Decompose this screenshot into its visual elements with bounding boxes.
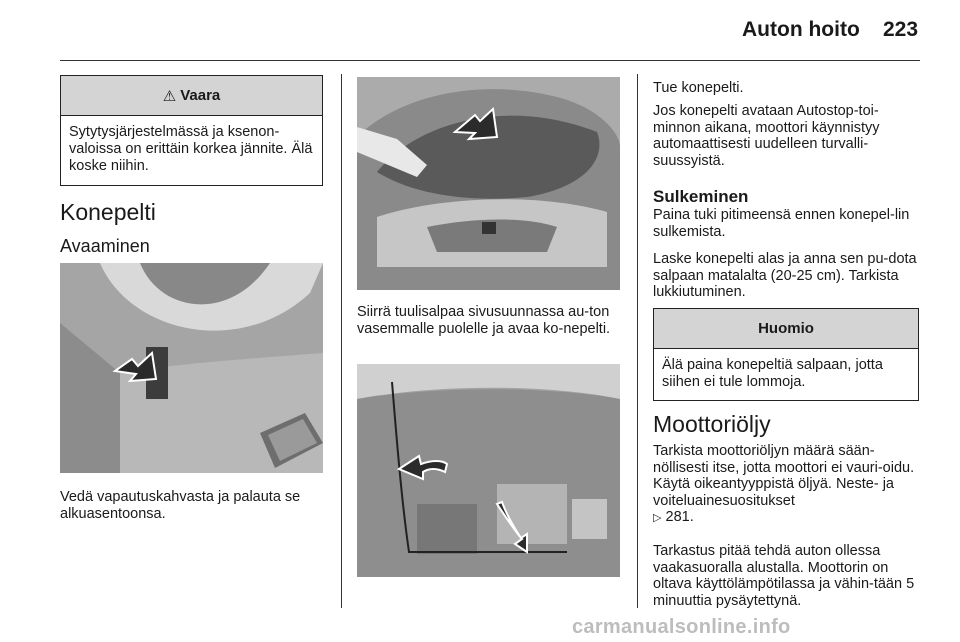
engine-bay-figure: [357, 364, 620, 577]
paragraph-oil-conditions: Tarkastus pitää tehdä auton ollessa vaakasuoralla alustalla. Moottorin on oltava käyttölämpötilassa ja vähin-tään 5 minuuttia pysäytettynä.: [653, 543, 915, 609]
paragraph-oil-check-text: Tarkista moottoriöljyn määrä sään-nöllisesti itse, jotta moottori ei vauri-oidu. Käytä oikeantyyppistä öljyä. Neste- ja voiteluainesuositukset: [653, 443, 915, 509]
page-number: 223: [883, 18, 919, 41]
column-divider-2: [637, 74, 638, 608]
warning-text: Sytytysjärjestelmässä ja ksenon-valoissa on erittäin korkea jännite. Älä koske niihin.: [69, 124, 313, 174]
caption-wind-latch: Siirrä tuulisalpaa sivusuunnassa au-ton vasemmalle puolelle ja avaa ko-nepelti.: [357, 304, 611, 337]
section-heading-moottorioljy: Moottoriöljy: [653, 411, 771, 437]
page-reference-link[interactable]: 281.: [665, 509, 694, 525]
notice-box-header: [654, 309, 918, 349]
paragraph-closing-drop: Laske konepelti alas ja anna sen pu-dota salpaan matalalta (20-25 cm). Tarkista lukkiutuminen.: [653, 251, 917, 300]
warning-box-header: [61, 76, 322, 116]
subheading-sulkeminen: Sulkeminen: [653, 187, 749, 206]
warning-title: Vaara: [180, 87, 221, 104]
column-divider-1: [341, 74, 342, 608]
paragraph-oil-check: [653, 443, 921, 527]
paragraph-autostop: Jos konepelti avataan Autostop-toi-minnon aikana, moottori käynnistyy automaattisesti uudelleen turvalli-suussyistä.: [653, 103, 880, 169]
notice-box: [653, 308, 919, 401]
release-handle-figure: [60, 263, 323, 473]
page-reference-arrow-icon: ▷: [653, 512, 662, 524]
warning-box: [60, 75, 323, 186]
paragraph-closing-support: Paina tuki pitimeensä ennen konepel-lin sulkemista.: [653, 207, 910, 240]
watermark: carmanualsonline.info: [572, 616, 791, 638]
subheading-avaaminen: Avaaminen: [60, 236, 150, 256]
notice-text: Älä paina konepeltiä salpaan, jotta siihen ei tule lommoja.: [662, 357, 883, 390]
running-header-title: Auton hoito: [742, 18, 860, 41]
paragraph-support-hood: Tue konepelti.: [653, 80, 744, 96]
warning-triangle-icon: ⚠: [162, 87, 177, 105]
caption-release-handle: Vedä vapautuskahvasta ja palauta se alkuasentoonsa.: [60, 489, 301, 522]
header-rule: [60, 60, 920, 61]
notice-title: Huomio: [758, 320, 814, 337]
section-heading-konepelti: Konepelti: [60, 199, 156, 225]
hood-opening-figure: [357, 77, 620, 290]
